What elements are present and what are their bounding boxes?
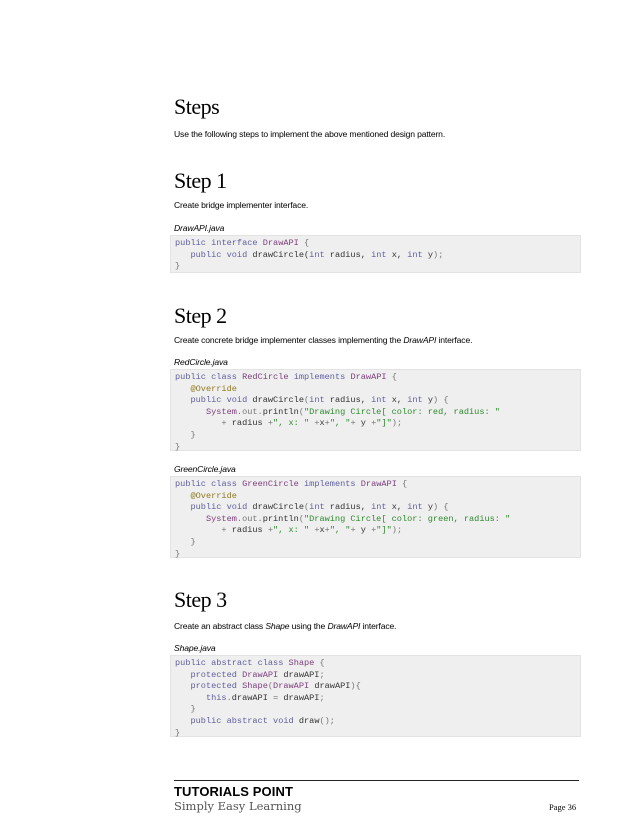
code-line: @Override <box>190 490 237 501</box>
step2-desc: Create concrete bridge implementer classes implementing the DrawAPI interface. <box>174 335 473 345</box>
step2-heading: Step 2 <box>174 303 227 328</box>
code-line: } <box>175 261 181 272</box>
code-line: this.drawAPI = drawAPI; <box>205 692 325 703</box>
code-line: public class GreenCircle implements DrawAPI { <box>175 479 408 489</box>
code-line: } <box>175 727 181 738</box>
step3-desc: Create an abstract class Shape using the DrawAPI interface. <box>174 621 397 631</box>
step2-filename-green: GreenCircle.java <box>174 464 236 474</box>
code-line: } <box>190 536 196 547</box>
code-block-redcircle <box>170 369 581 451</box>
steps-intro: Use the following steps to implement the above mentioned design pattern. <box>174 129 446 139</box>
code-line: + radius +", x: " +x+", "+ y +"]"); <box>221 418 403 429</box>
step2-filename-red: RedCircle.java <box>174 357 228 367</box>
footer-title: TUTORIALS POINT <box>174 784 293 799</box>
step1-filename: DrawAPI.java <box>174 223 225 233</box>
page-number: Page 36 <box>549 802 577 812</box>
code-line: public abstract class Shape { <box>175 658 325 668</box>
code-line: + radius +", x: " +x+", "+ y +"]"); <box>221 525 403 536</box>
code-line: public interface DrawAPI { <box>175 238 310 248</box>
code-line: System.out.println("Drawing Circle[ color: red, radius: " <box>205 406 500 417</box>
step3-filename: Shape.java <box>174 643 216 653</box>
code-line: @Override <box>190 383 237 394</box>
code-line: protected Shape(DrawAPI drawAPI){ <box>190 681 361 692</box>
code-block-greencircle <box>170 476 581 558</box>
code-line: public void drawCircle(int radius, int x, int y); <box>190 249 444 260</box>
code-line: } <box>190 704 196 715</box>
code-block-drawapi <box>170 235 581 273</box>
code-line: public abstract void draw(); <box>190 715 335 726</box>
code-line: public void drawCircle(int radius, int x, int y) { <box>190 502 449 513</box>
code-line: public void drawCircle(int radius, int x, int y) { <box>190 395 449 406</box>
code-line: protected DrawAPI drawAPI; <box>190 669 325 680</box>
code-line: } <box>190 429 196 440</box>
footer-divider <box>174 780 579 781</box>
step3-heading: Step 3 <box>174 587 227 612</box>
step1-desc: Create bridge implementer interface. <box>174 200 309 210</box>
code-block-shape <box>170 655 581 737</box>
step1-heading: Step 1 <box>174 168 227 193</box>
footer-subtitle: Simply Easy Learning <box>174 799 302 813</box>
code-line: public class RedCircle implements DrawAPI { <box>175 372 397 382</box>
code-line: } <box>175 548 181 559</box>
code-line: } <box>175 441 181 452</box>
code-line: System.out.println("Drawing Circle[ color: green, radius: " <box>205 513 511 524</box>
steps-heading: Steps <box>174 94 220 119</box>
